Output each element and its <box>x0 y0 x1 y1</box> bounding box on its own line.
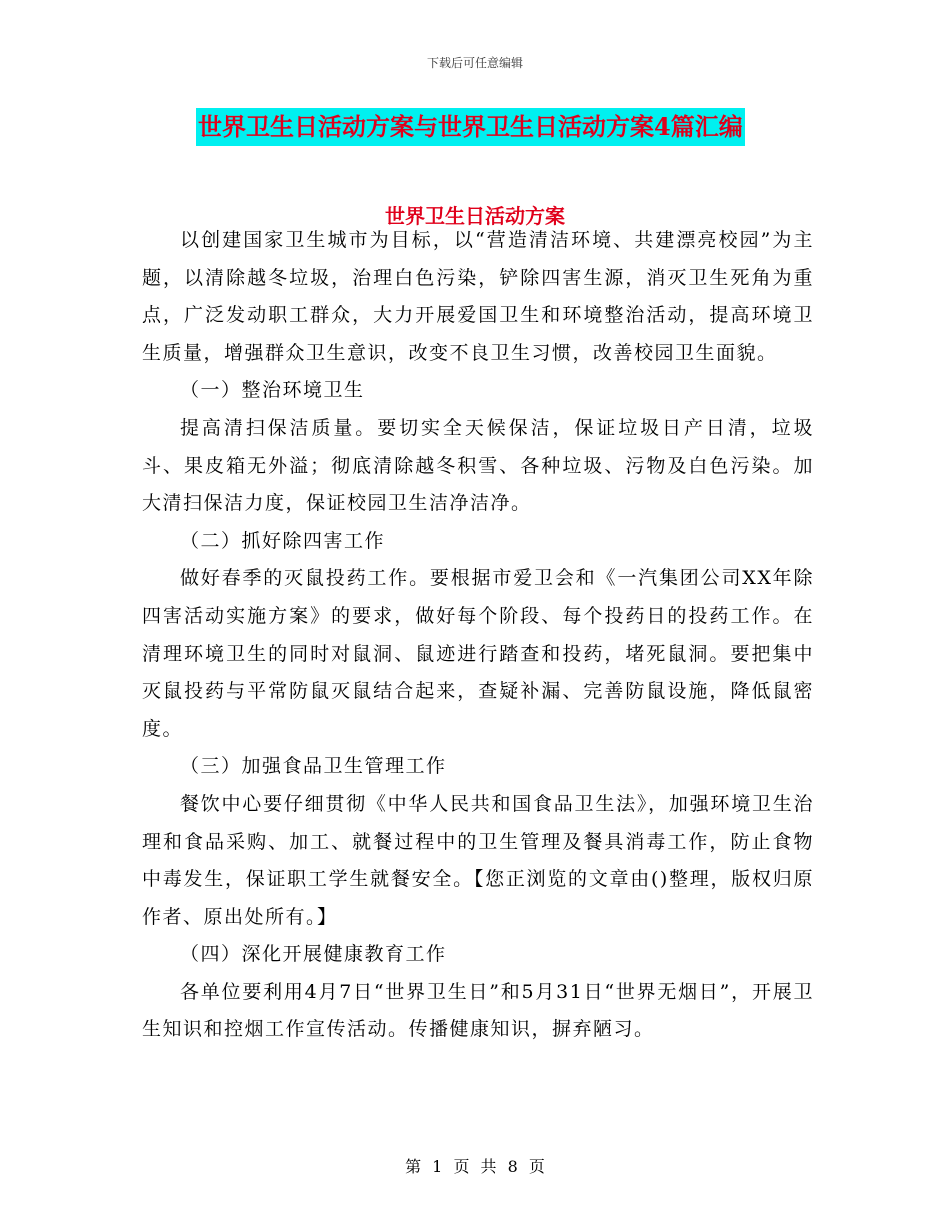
paragraph-health-education: 各单位要利用4月7日“世界卫生日”和5月31日“世界无烟日”，开展卫生知识和控烟工作宣传活动。传播健康知识，摒弃陋习。 <box>142 980 814 1041</box>
paragraph-intro: 以创建国家卫生城市为目标，以“营造清洁环境、共建漂亮校园”为主题，以清除越冬垃圾，治理白色污染，铲除四害生源，消灭卫生死角为重点，广泛发动职工群众，大力开展爱国卫生和环境整治活动，提高环境卫生质量，增强群众卫生意识，改变不良卫生习惯，改善校园卫生面貌。 <box>142 229 814 364</box>
document-body <box>142 222 814 1049</box>
paragraph-food-safety: 餐饮中心要仔细贯彻《中华人民共和国食品卫生法》，加强环境卫生治理和食品采购、加工、就餐过程中的卫生管理及餐具消毒工作，防止食物中毒发生，保证职工学生就餐安全。【您正浏览的文章由()整理，版权归原作者、原出处所有。】 <box>142 792 814 928</box>
subheading-pests: （二）抓好除四害工作 <box>180 529 386 552</box>
subheading-environment: （一）整治环境卫生 <box>180 379 365 402</box>
page-number: 第 1 页 共 8 页 <box>405 1157 545 1176</box>
page-header-note: 下载后可任意编辑 <box>426 56 523 70</box>
document-title: 世界卫生日活动方案与世界卫生日活动方案4篇汇编 <box>196 108 745 146</box>
subheading-health-education: （四）深化开展健康教育工作 <box>180 943 447 966</box>
paragraph-pests: 做好春季的灭鼠投药工作。要根据市爱卫会和《一汽集团公司XX年除四害活动实施方案》的要求，做好每个阶段、每个投药日的投药工作。在清理环境卫生的同时对鼠洞、鼠迹进行踏查和投药，堵死鼠洞。要把集中灭鼠投药与平常防鼠灭鼠结合起来，查疑补漏、完善防鼠设施，降低鼠密度。 <box>142 567 814 740</box>
subheading-food-safety: （三）加强食品卫生管理工作 <box>180 755 447 778</box>
paragraph-environment: 提高清扫保洁质量。要切实全天候保洁，保证垃圾日产日清，垃圾斗、果皮箱无外溢；彻底清除越冬积雪、各种垃圾、污物及白色污染。加大清扫保洁力度，保证校园卫生洁净洁净。 <box>142 416 814 515</box>
section-title: 世界卫生日活动方案 <box>385 204 565 228</box>
